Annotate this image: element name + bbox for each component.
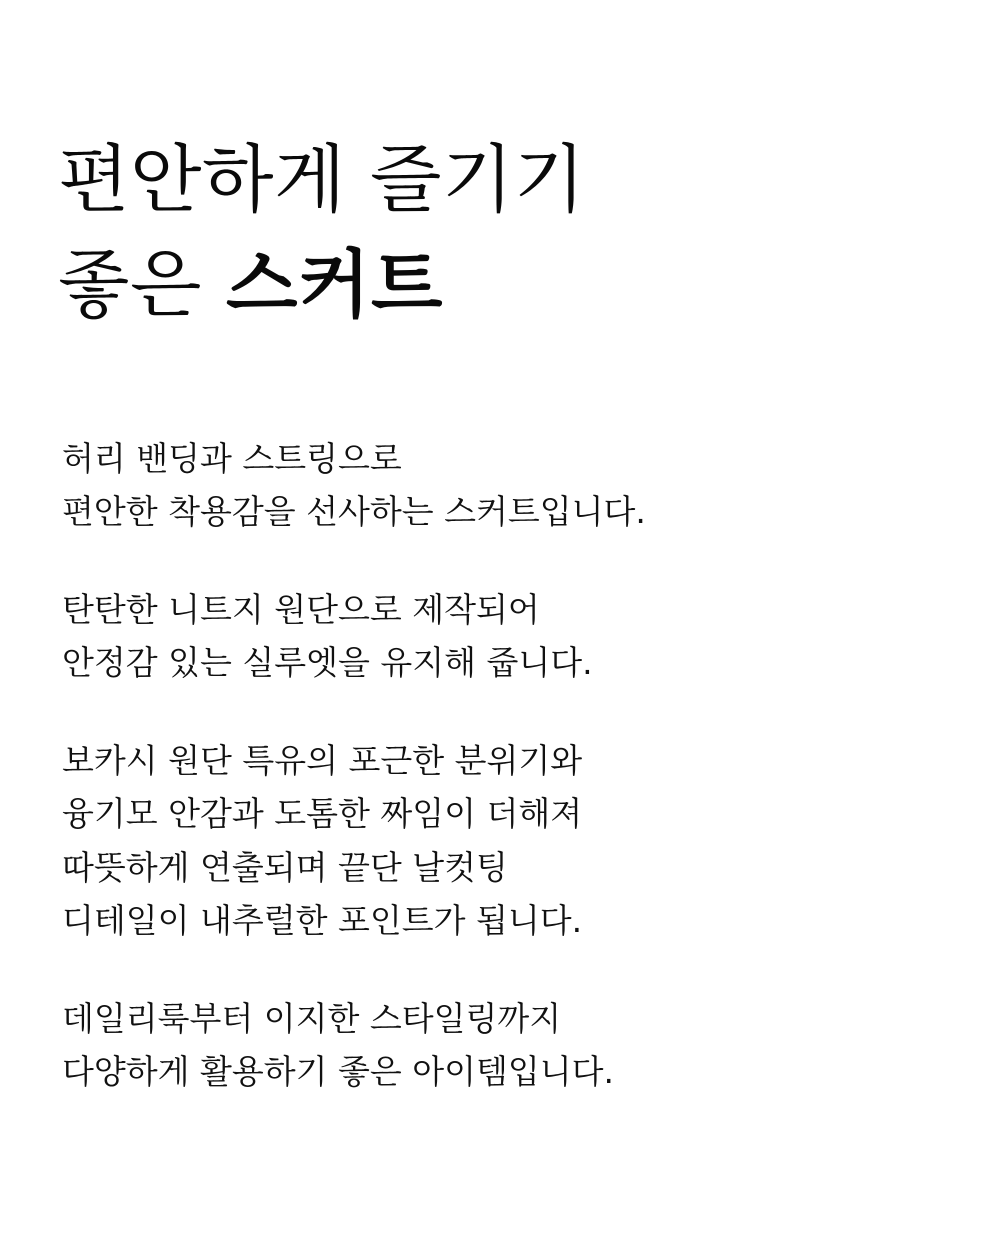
description-line: 탄탄한 니트지 원단으로 제작되어 — [62, 589, 540, 629]
headline-line-2-light-text: 좋은 — [58, 242, 226, 329]
description-line: 따뜻하게 연출되며 끝단 날컷팅 — [62, 847, 508, 887]
description-body — [62, 432, 962, 1099]
description-line: 허리 밴딩과 스트링으로 — [62, 439, 402, 478]
description-paragraph — [62, 734, 962, 948]
description-line: 다양하게 활용하기 좋은 아이템입니다. — [62, 1052, 615, 1092]
headline-line-2-strong-text: 스커트 — [226, 242, 444, 329]
page-title — [58, 128, 938, 338]
headline-line-2 — [58, 233, 938, 338]
description-paragraph — [62, 992, 962, 1099]
description-paragraph — [62, 583, 962, 690]
headline-line-1 — [58, 128, 938, 233]
description-line: 보카시 원단 특유의 포근한 분위기와 — [62, 740, 583, 780]
description-line: 편안한 착용감을 선사하는 스커트입니다. — [62, 492, 646, 532]
description-line: 융기모 안감과 도톰한 짜임이 더해져 — [62, 794, 583, 834]
headline-line-1-text: 편안하게 즐기기 — [58, 137, 586, 223]
description-line: 안정감 있는 실루엣을 유지해 줍니다. — [62, 643, 593, 683]
description-paragraph — [62, 432, 962, 539]
description-line: 데일리룩부터 이지한 스타일링까지 — [62, 998, 562, 1038]
description-line: 디테일이 내추럴한 포인트가 됩니다. — [62, 901, 583, 941]
